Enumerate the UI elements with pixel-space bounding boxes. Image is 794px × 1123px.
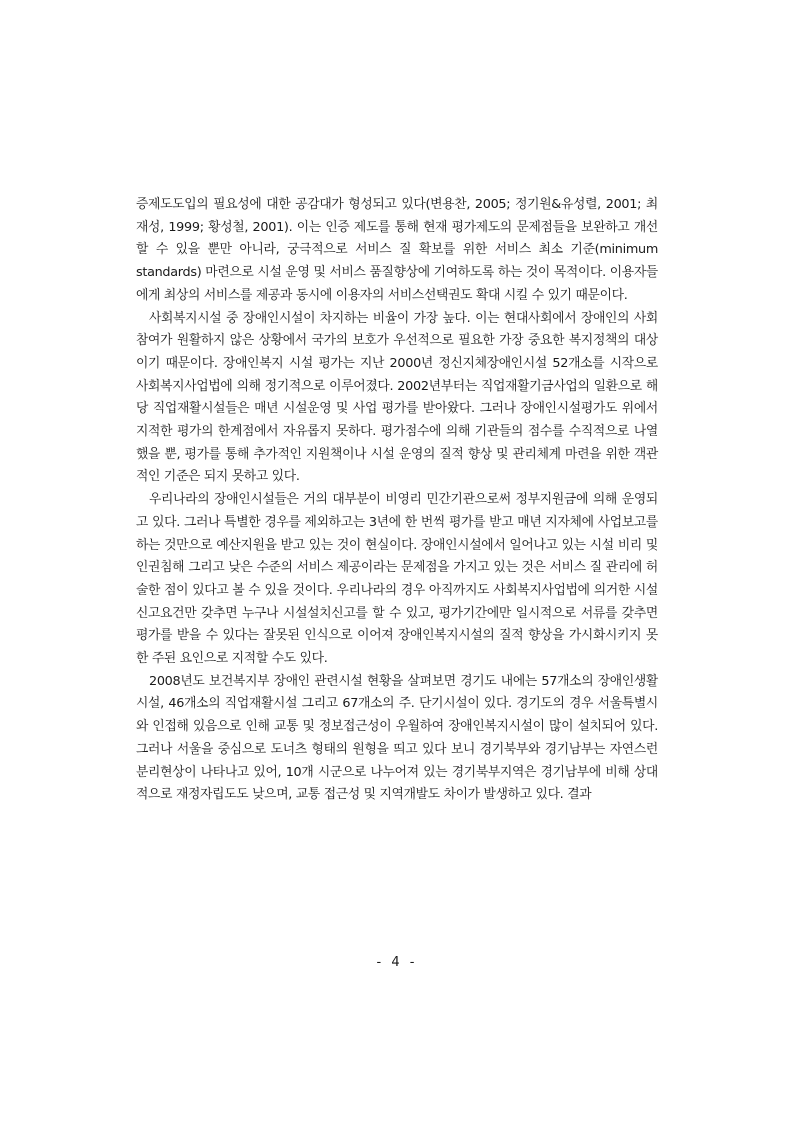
paragraph-gyeonggi-status: 2008년도 보건복지부 장애인 관련시설 현황을 살펴보면 경기도 내에는 57개소의 장애인생활시설, 46개소의 직업재활시설 그리고 67개소의 주. 단기시설이 있다. 경기도의 경우 서울특별시와 인접해 있음으로 인해 교통 및 정보접근성이 우월하여 장애인복지시설이 많이 설치되어 있다. 그러나 서울을 중심으로 도너츠 형태의 원형을 띄고 있다 보니 경기북부와 경기남부는 자연스런 분리현상이 나타나고 있어, 10개 시군으로 나누어져 있는 경기북부지역은 경기남부에 비해 상대적으로 재정자립도도 낮으며, 교통 접근성 및 지역개발도 차이가 발생하고 있다. 결과 xyxy=(136,673,658,803)
page-number: - 4 - xyxy=(376,955,418,970)
paragraph-continued: 증제도도입의 필요성에 대한 공감대가 형성되고 있다(변용찬, 2005; 정기원&유성렬, 2001; 최재성, 1999; 황성철, 2001). 이는 인증 제도를 통해 현재 평가제도의 문제점들을 보완하고 개선할 수 있을 뿐만 아니라, 궁극적으로 서비스 질 확보를 위한 서비스 최소 기준(minimum standards) 마련으로 시설 운영 및 서비스 품질향상에 기여하도록 하는 것이 목적이다. 이용자들에게 최상의 서비스를 제공과 동시에 이용자의 서비스선택권도 확대 시킬 수 있기 때문이다. xyxy=(136,197,658,303)
paragraph-korean-facilities: 우리나라의 장애인시설들은 거의 대부분이 비영리 민간기관으로써 정부지원금에 의해 운영되고 있다. 그러나 특별한 경우를 제외하고는 3년에 한 번씩 평가를 받고 매년 지자체에 사업보고를 하는 것만으로 예산지원을 받고 있는 것이 현실이다. 장애인시설에서 일어나고 있는 시설 비리 및 인권침해 그리고 낮은 수준의 서비스 제공이라는 문제점을 가지고 있는 것은 서비스 질 관리에 허술한 점이 있다고 볼 수 있을 것이다. 우리나라의 경우 아직까지도 사회복지사업법에 의거한 시설신고요건만 갖추면 누구나 시설설치신고를 할 수 있고, 평가기간에만 일시적으로 서류를 갖추면 평가를 받을 수 있다는 잘못된 인식으로 이어져 장애인복지시설의 질적 향상을 가시화시키지 못한 주된 요인으로 지적할 수도 있다. xyxy=(136,492,658,667)
body-text xyxy=(136,194,658,807)
paragraph-disability-facilities: 사회복지시설 중 장애인시설이 차지하는 비율이 가장 높다. 이는 현대사회에서 장애인의 사회참여가 원활하지 않은 상황에서 국가의 보호가 우선적으로 필요한 가장 중요한 복지정책의 대상이기 때문이다. 장애인복지 시설 평가는 지난 2000년 정신지체장애인시설 52개소를 시작으로 사회복지사업법에 의해 정기적으로 이루어졌다. 2002년부터는 직업재활기금사업의 일환으로 해당 직업재활시설들은 매년 시설운영 및 사업 평가를 받아왔다. 그러나 장애인시설평가도 위에서 지적한 평가의 한계점에서 자유롭지 못하다. 평가점수에 의해 기관들의 점수를 수직적으로 나열했을 뿐, 평가를 통해 추가적인 지원책이나 시설 운영의 질적 향상 및 관리체계 마련을 위한 객관적인 기준은 되지 못하고 있다. xyxy=(136,310,658,485)
